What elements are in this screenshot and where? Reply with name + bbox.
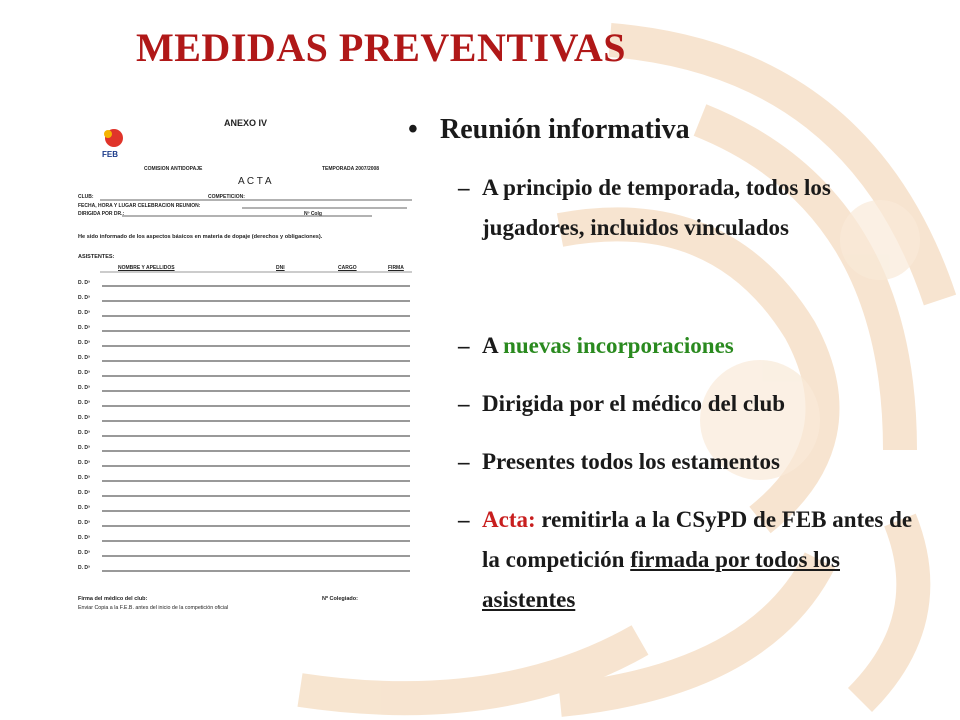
sub-bullet-5-body: remitirla a la CSyPD de FEB antes de la competición xyxy=(482,507,918,572)
form-row-prefix: D. Dª xyxy=(78,400,90,406)
form-attendees-label: ASISTENTES: xyxy=(78,254,115,260)
form-commission: COMISION ANTIDOPAJE xyxy=(144,166,203,172)
form-row-prefix: D. Dª xyxy=(78,550,90,556)
form-row-prefix: D. Dª xyxy=(78,565,90,571)
bullet-dot-icon: • xyxy=(408,114,418,145)
form-row-prefix: D. Dª xyxy=(78,385,90,391)
form-row-prefix: D. Dª xyxy=(78,430,90,436)
form-row-prefix: D. Dª xyxy=(78,475,90,481)
form-act-title: A C T A xyxy=(238,176,272,187)
sub-bullet-1-text: A principio de temporada, todos los jugadores, incluidos vinculados xyxy=(482,175,831,240)
form-club-label: CLUB: xyxy=(78,194,94,200)
form-meeting-label: FECHA, HORA Y LUGAR CELEBRACION REUNION: xyxy=(78,203,201,209)
form-row-prefix: D. Dª xyxy=(78,370,90,376)
sub-bullet-5-underlined: firmada por todos los asistentes xyxy=(482,547,840,612)
form-row-prefix: D. Dª xyxy=(78,505,90,511)
form-competition-label: COMPETICION: xyxy=(208,194,245,200)
sub-bullet-2-text xyxy=(482,326,912,366)
form-col-firma: FIRMA xyxy=(388,265,404,271)
form-row-prefix: D. Dª xyxy=(78,490,90,496)
form-row-prefix: D. Dª xyxy=(78,460,90,466)
slide-title: MEDIDAS PREVENTIVAS xyxy=(136,25,626,70)
form-row-prefix: D. Dª xyxy=(78,310,90,316)
form-col-dni: DNI xyxy=(276,265,285,271)
form-send-copy: Enviar Copia a la F.E.B. antes del inicio de la competición oficial xyxy=(78,605,229,611)
sub-bullet-3-text: Dirigida por el médico del club xyxy=(482,391,786,416)
form-logo-text: FEB xyxy=(102,150,118,159)
sub-bullet-2-highlight: nuevas incorporaciones xyxy=(503,333,734,358)
form-directed-label: DIRIGIDA POR DR.: xyxy=(78,211,125,217)
sub-bullet-4-text: Presentes todos los estamentos xyxy=(482,449,780,474)
form-row-prefix: D. Dª xyxy=(78,280,90,286)
form-row-prefix: D. Dª xyxy=(78,520,90,526)
sub-bullet-5-highlight: Acta: xyxy=(482,507,536,532)
dash-icon: – xyxy=(458,507,470,532)
bullet-main-text: Reunión informativa xyxy=(440,114,690,145)
form-row-prefix: D. Dª xyxy=(78,445,90,451)
form-col-name: NOMBRE Y APELLIDOS xyxy=(118,265,175,271)
form-col-cargo: CARGO xyxy=(338,265,357,271)
form-row-prefix: D. Dª xyxy=(78,295,90,301)
form-annex-title: ANEXO IV xyxy=(224,118,268,128)
sub-bullet-2-prefix: A xyxy=(482,333,504,358)
form-row-prefix: D. Dª xyxy=(78,355,90,361)
sub-bullet-5-text xyxy=(482,500,922,620)
form-row-prefix: D. Dª xyxy=(78,340,90,346)
form-college-label: Nº Colg xyxy=(304,211,322,217)
dash-icon: – xyxy=(458,391,470,416)
form-row-prefix: D. Dª xyxy=(78,415,90,421)
dash-icon: – xyxy=(458,175,470,200)
form-row-prefix: D. Dª xyxy=(78,535,90,541)
form-informed-text: He sido informado de los aspectos básicos en materia de dopaje (derechos y obligaciones). xyxy=(78,234,323,240)
form-doctor-signature: Firma del médico del club: xyxy=(78,596,148,602)
dash-icon: – xyxy=(458,333,470,358)
form-row-prefix: D. Dª xyxy=(78,325,90,331)
form-season: TEMPORADA 2007/2008 xyxy=(322,166,380,172)
acta-form-image xyxy=(72,108,422,628)
form-college-number: Nº Colegiado: xyxy=(322,596,358,602)
dash-icon: – xyxy=(458,449,470,474)
